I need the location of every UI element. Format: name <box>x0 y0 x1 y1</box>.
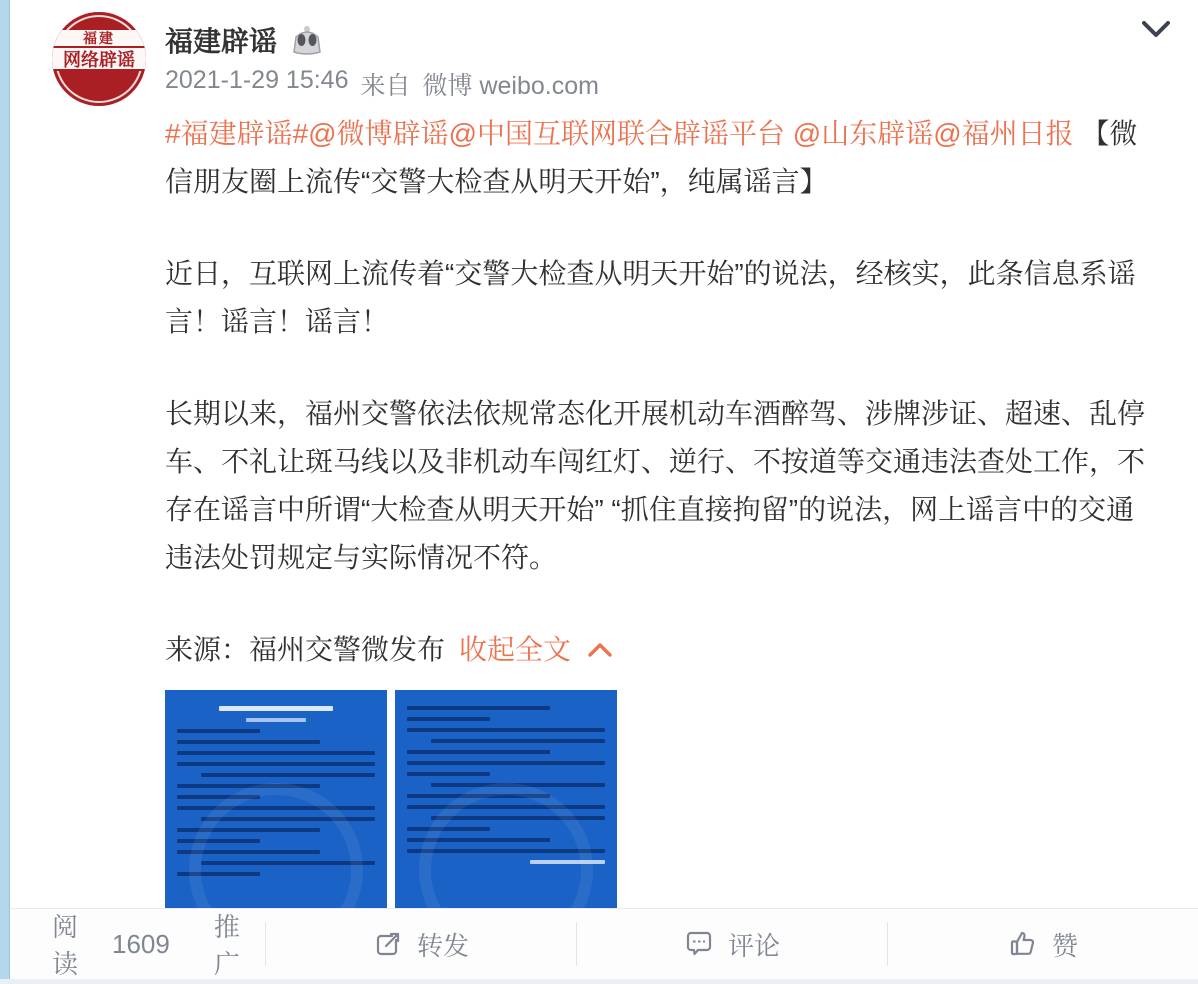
text-line <box>407 805 605 809</box>
share-arrow-icon <box>373 929 403 959</box>
repost-label: 转发 <box>416 930 469 961</box>
text-line <box>177 795 260 799</box>
avatar-seal-line2: 网络辟谣 <box>52 46 146 71</box>
text-line <box>431 739 605 743</box>
collapse-full-text-link[interactable] <box>459 626 613 674</box>
avatar[interactable] <box>52 12 146 106</box>
avatar-seal-line1: 福建 <box>52 30 146 46</box>
collapse-link-label[interactable]: 收起全文 <box>459 634 572 665</box>
comment-button[interactable] <box>577 926 887 963</box>
text-line <box>407 849 605 853</box>
read-count <box>52 907 170 981</box>
promote-button[interactable]: 推广 <box>213 912 240 979</box>
text-line <box>407 772 490 776</box>
page-bottom-strip <box>0 979 1198 984</box>
post-lead <box>165 110 1155 206</box>
text-line <box>177 740 320 744</box>
post-header <box>0 0 1198 112</box>
like-button[interactable] <box>888 926 1198 963</box>
source-prefix: 来自 <box>360 72 411 100</box>
action-toolbar <box>10 908 1198 979</box>
lead-text: 【微信朋友圈上流传“交警大检查从明天开始”，纯属谣言】 <box>165 118 1138 197</box>
read-count-value: 1609 <box>112 928 170 959</box>
text-line <box>177 751 375 755</box>
source-label: 来源：福州交警微发布 <box>165 634 446 665</box>
text-line <box>407 717 490 721</box>
like-label: 赞 <box>1051 930 1078 961</box>
text-line <box>407 750 550 754</box>
timestamp: 2021-1-29 15:46 <box>165 66 349 94</box>
text-line <box>407 761 605 765</box>
text-line <box>177 872 260 876</box>
post-content <box>165 110 1155 911</box>
repost-button[interactable] <box>266 926 576 963</box>
text-line <box>201 817 375 821</box>
text-line <box>431 816 605 820</box>
paragraph-1: 近日，互联网上流传着“交警大检查从明天开始”的说法，经核实，此条信息系谣言！谣言！谣言！ <box>165 258 1136 337</box>
text-line <box>407 827 490 831</box>
source-app-link[interactable]: 微博 weibo.com <box>422 72 599 100</box>
chevron-down-icon[interactable] <box>1136 12 1176 46</box>
comment-label: 评论 <box>727 930 780 961</box>
text-line <box>177 806 375 810</box>
thumbs-up-icon <box>1008 929 1038 959</box>
post-meta <box>165 66 599 102</box>
member-crown-icon <box>289 25 325 55</box>
text-line <box>177 729 260 733</box>
text-line <box>177 850 320 854</box>
text-line <box>201 861 375 865</box>
attachment-gallery <box>165 690 1155 911</box>
text-line <box>407 794 550 798</box>
text-line <box>219 706 334 711</box>
text-line <box>407 706 550 710</box>
text-line <box>201 773 375 777</box>
text-line <box>407 728 605 732</box>
speech-bubble-icon <box>684 929 714 959</box>
text-line <box>177 762 375 766</box>
text-line <box>431 783 605 787</box>
page-edge-strip <box>0 0 10 984</box>
paragraph-2: 长期以来，福州交警依法依规常态化开展机动车酒醉驾、涉牌涉证、超速、乱停车、不礼让斑马线以及非机动车闯红灯、逆行、不按道等交通违法查处工作，不存在谣言中所谓“大检查从明天开始” “抓住直接拘留”的说法，网上谣言中的交通违法处罚规定与实际情况不符。 <box>165 398 1146 573</box>
text-line <box>530 860 605 864</box>
text-line <box>407 838 550 842</box>
text-line <box>246 718 305 722</box>
topic-mention-links[interactable]: #福建辟谣#@微博辟谣@中国互联网联合辟谣平台 @山东辟谣@福州日报 <box>165 118 1074 149</box>
read-label: 阅读 <box>52 912 79 979</box>
username[interactable]: 福建辟谣 <box>165 26 278 57</box>
chevron-up-icon <box>587 641 613 659</box>
text-line <box>177 828 320 832</box>
text-line <box>177 784 320 788</box>
text-line <box>177 839 260 843</box>
attachment-image-2[interactable] <box>395 690 617 911</box>
attachment-image-1[interactable] <box>165 690 387 911</box>
